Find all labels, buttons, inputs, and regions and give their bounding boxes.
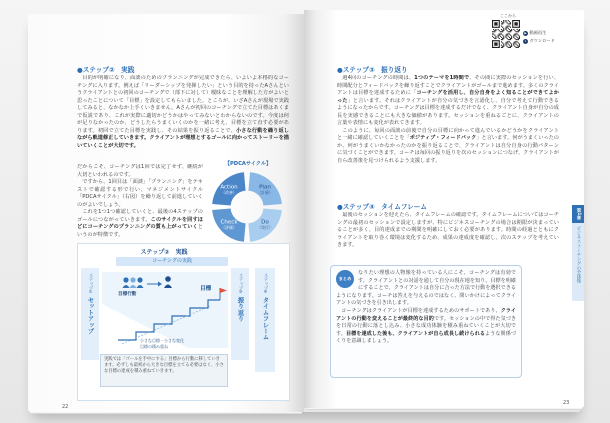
video-link[interactable] <box>523 30 546 36</box>
summary-label: まとめ <box>336 270 354 288</box>
body-text: ですから、1回目は「面談」「プランニング」をテキストで確認する形で行い、マネジメントサイクル「PDCAサイクル」（右図）を繰り返して前進していくのがよいでしょう。 <box>77 179 203 208</box>
step2-intro-text <box>77 75 289 159</box>
pdca-action-label: Action <box>220 184 238 191</box>
body-text: ような関係づくりを意識しましょう。 <box>336 330 516 345</box>
right-page <box>304 10 584 408</box>
figure-step3-name: 振り返り <box>236 297 244 323</box>
figure-step3-number: ステップ③ <box>238 273 243 296</box>
body-text: 週4回のコーチングの時間は、 <box>337 75 415 81</box>
pdca-check-label: Check <box>220 219 238 226</box>
figure-step1-number: ステップ① <box>88 273 93 296</box>
figure-step3-column <box>231 268 249 360</box>
step2-column-paragraph <box>77 209 203 239</box>
body-text: です。セッションの中で得た気づきを日常の行動に落とし込み、小さな成功体験を積み重ねていくことが大切です。 <box>336 315 516 337</box>
emphasis-text: 1つのテーマを1時間で <box>414 75 470 81</box>
pdca-action-ja-label: （改善） <box>221 190 237 196</box>
pdca-do-label: Do <box>261 219 269 226</box>
figure-step4-column <box>255 268 275 372</box>
pdca-cycle-diagram <box>210 170 284 244</box>
body-text: コーチングはクライアントが目標を達成するためのサポートであり、 <box>336 307 501 314</box>
step2-intro-paragraph <box>77 75 289 150</box>
figure-step1-name: セットアップ <box>86 297 94 335</box>
pdca-title: 【PDCAサイクル】 <box>224 161 272 167</box>
figure-note: 実践では「ゴールを手中にする」目標から行動に移していきます。必ずしも最初から大きな目標を立てる必要はなく、小さな目標の達成を積み重ねていきます。 <box>100 354 228 387</box>
emphasis-text: 目標を達成した後も、クライアントが自ら成長し続けられる <box>345 330 486 337</box>
body-text: なりたい理想の人物像を持っている人にこそ、コーチングは有効です。クライアントとの対話を通して自分の現在地を知り、目標を明確にすることで、クライアントは自分に合った方法で行動を選択できるようになります。コーチは答えを与えるのではなく、問いかけによってクライアントの気づきを引き出します。 <box>336 270 516 307</box>
step3-text <box>337 75 559 198</box>
summary-paragraph <box>336 308 516 346</box>
body-text: 最後のセッションを迎えたら、タイムフレームの確認です。タイムフレームについてはコーチングの最初のセッションで設定しますが、特にビジネスコーチングの場合は期限が決まっていることが多く、目的達成までの期間を明確にしておく必要があります。時間の経過とともにクライアントを取り巻く環境は変化するため、成果の達成度を確認し、次のステップを考えていきます。 <box>337 212 559 248</box>
step3-heading: ●ステップ③ 振り返り <box>337 66 408 74</box>
pdca-check-ja-label: （評価） <box>221 225 237 231</box>
body-text: 」と言います。何がうまくいったのか、何がうまくいかなかったのかを振り返ることで、クライアントは自分自身の行動パターンに気づくことができます。コーチは毎回の振り返りを次のセッションにつなげ、クライアントが自ら改善策を見つけられるよう支援します。 <box>337 135 559 164</box>
step4-paragraph <box>337 212 559 250</box>
summary-paragraph <box>336 270 516 308</box>
qr-caption: ここから <box>500 13 516 18</box>
emphasis-text: ポジティブ・フィードバック <box>409 135 477 141</box>
page-number-left: 22 <box>62 404 69 410</box>
figure-step4-name: タイムフレーム <box>261 297 269 341</box>
figure-step1-column <box>81 268 99 360</box>
chapter-tab <box>572 205 584 301</box>
chapter-title: ビジネスコーチングの全体像 <box>572 223 584 301</box>
emphasis-text: 小さな行動を繰り返しながら軌道修正していきます。クライアントが理想とするゴールに向かってストーリーを描いていくことが大切です。 <box>77 127 289 149</box>
body-text: というのが特徴です。 <box>77 224 203 238</box>
step4-heading: ●ステップ④ タイムフレーム <box>337 203 427 211</box>
body-text: 」と言います。それはクライアントが自分の気づきを言語化し、自分で考えて行動できるようになったからです。コーチングは目標を達成するだけでなく、クライアント自身が自分の成長を実感できることにも大きな価値があります。セッションを重ねるごとに、クライアントの言葉や表情にも変化が表れてきます。 <box>337 97 559 126</box>
body-text: これを1つ1つ確認していくと、最後の4ステップのゴールにつながっていきます。 <box>77 209 203 223</box>
summary-box <box>330 265 522 378</box>
download-label: ダウンロード <box>529 38 555 43</box>
emphasis-text: コーチングを活用し、自分自身をよく知ることができてよかった <box>337 90 559 104</box>
download-icon: ↓ <box>524 38 527 43</box>
body-text: 目的が明確になり、面談のためのプランニングが完成できたら、いよいよ本格的なコーチングに入ります。例えば「リーダーシップを発揮したい」という目的を持ったAさんというクライアントとの初回のコーチングで（部下に対して）曖昧なことを理解した方がよいと思ったことについて「目標」を設定してもらいました。ところが、いざAさんが現場で実践してみると、なかなか上手くいきません。Aさんが初回のコーチングで立てた目標はあくまで仮説であり、これが実際に適切かどうかはやってみないとわからないのです。今度は何が足りなかったのか、どうしたらうまくいくのかを一緒に考え、目標を立て直す必要があります。初回で立てた目標を実践し、その結果を振り返ることで、 <box>77 75 289 134</box>
step3-paragraph <box>337 128 559 166</box>
chapter-number: 第1章 <box>572 205 584 223</box>
left-page <box>28 14 304 412</box>
step2-figure <box>77 243 290 401</box>
step2-heading: ●ステップ② 実践 <box>77 66 135 74</box>
qr-code[interactable] <box>492 20 520 48</box>
step2-column-text <box>77 164 203 242</box>
emphasis-text: クライアントの行動を変えることが最終的な目的 <box>336 307 516 322</box>
summary-text <box>336 270 516 346</box>
body-text: だからこそ、コーチングは1回では完了せず、継続が大切といわれるのです。 <box>77 164 203 178</box>
video-label: 動画再生 <box>529 30 547 35</box>
download-link[interactable] <box>523 38 555 44</box>
pdca-plan-label: Plan <box>259 184 271 191</box>
figure-band: コーチングの実践 <box>116 257 228 266</box>
play-icon: ▶ <box>524 30 527 35</box>
step2-column-paragraph <box>77 164 203 179</box>
figure-accumulate-label: 目標の積み重ね <box>140 344 168 349</box>
page-number-right: 23 <box>563 400 570 406</box>
body-text: このように、毎回の面談の前後で自分の目標に向かって進んでいるかどうかをクライアントと一緒に確認していくことを「 <box>337 127 559 141</box>
figure-title: ステップ② 実践 <box>140 249 188 256</box>
figure-goal-action-label: 目標行動 <box>118 292 137 297</box>
emphasis-text: このサイクルを回すほどにコーチングのプランニングの質も上がっていく <box>77 216 203 230</box>
step3-paragraph <box>337 75 559 128</box>
step4-text <box>337 212 559 260</box>
pdca-do-ja-label: （実行） <box>257 225 273 231</box>
figure-goal-label: 目標 <box>200 286 212 292</box>
pdca-plan-ja-label: （計画） <box>257 190 273 196</box>
step2-column-paragraph <box>77 179 203 209</box>
body-text: 、その間に実際のセッションを行い、時間配分とフィードバックを繰り返すことでクライアントがゴールまで進めます。多くのクライアントは目標を達成するために「 <box>337 75 559 96</box>
figure-step4-number: ステップ④ <box>263 273 268 296</box>
figure-small-goal-label: 小さな目標・小さな変化 <box>140 338 184 343</box>
